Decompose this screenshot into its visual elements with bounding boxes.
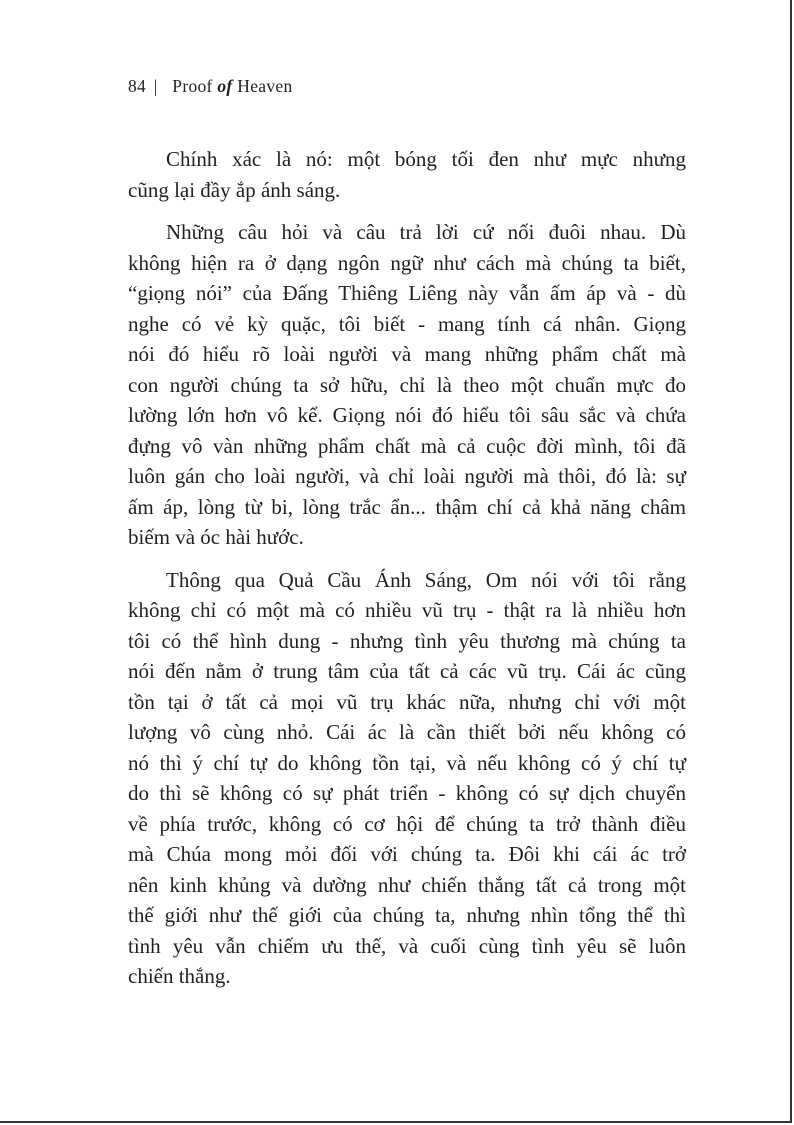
text-line: luôn gán cho loài người, và chỉ loài người mà thôi, đó là: sự bbox=[128, 464, 686, 488]
page-body bbox=[128, 144, 686, 1004]
book-title-part: Heaven bbox=[237, 76, 293, 96]
text-line: lường lớn hơn vô kể. Giọng nói đó hiểu tôi sâu sắc và chứa bbox=[128, 403, 686, 427]
text-line: Chính xác là nó: một bóng tối đen như mực nhưng bbox=[166, 147, 686, 171]
text-line: Thông qua Quả Cầu Ánh Sáng, Om nói với tôi rằng bbox=[166, 567, 686, 592]
text-line: không chỉ có một mà có nhiều vũ trụ - thật ra là nhiều hơn bbox=[128, 598, 686, 622]
text-line: chiến thắng. bbox=[128, 964, 231, 988]
text-line: do thì sẽ không có sự phát triển - không có sự dịch chuyển bbox=[128, 781, 686, 805]
text-line: Những câu hỏi và câu trả lời cứ nối đuôi nhau. Dù bbox=[166, 220, 686, 244]
text-line: nó thì ý chí tự do không tồn tại, và nếu không có ý chí tự bbox=[128, 750, 686, 775]
paragraph bbox=[128, 565, 686, 992]
text-line: mà Chúa mong mỏi đối với chúng ta. Đôi khi cái ác trở bbox=[128, 842, 686, 866]
page-number: 84 bbox=[128, 76, 147, 96]
book-title-part: of bbox=[217, 76, 233, 96]
text-line: nên kinh khủng và dường như chiến thắng tất cả trong một bbox=[128, 872, 686, 897]
text-line: không hiện ra ở dạng ngôn ngữ như cách mà chúng ta biết, bbox=[128, 250, 686, 275]
paragraph bbox=[128, 144, 686, 205]
text-line: ấm áp, lòng từ bi, lòng trắc ẩn... thậm chí cả khả năng châm bbox=[128, 494, 686, 519]
text-line: nói đến nằm ở trung tâm của tất cả các vũ trụ. Cái ác cũng bbox=[128, 659, 686, 683]
text-line: tình yêu vẫn chiếm ưu thế, và cuối cùng tình yêu sẽ luôn bbox=[128, 933, 686, 958]
text-line: lượng vô cùng nhỏ. Cái ác là cần thiết bởi nếu không có bbox=[128, 720, 686, 744]
text-line: con người chúng ta sở hữu, chỉ là theo một chuẩn mực đo bbox=[128, 372, 686, 397]
text-line: biếm và óc hài hước. bbox=[128, 525, 304, 549]
text-line: “giọng nói” của Đấng Thiêng Liêng này vẫn ấm áp và - dù bbox=[128, 281, 686, 305]
paragraph bbox=[128, 217, 686, 553]
text-line: thế giới như thế giới của chúng ta, nhưng nhìn tổng thể thì bbox=[128, 903, 686, 927]
book-title-part: Proof bbox=[172, 76, 213, 96]
text-line: cũng lại đầy ắp ánh sáng. bbox=[128, 177, 341, 202]
text-line: đựng vô vàn những phẩm chất mà cả cuộc đời mình, tôi đã bbox=[128, 433, 686, 458]
text-line: tồn tại ở tất cả mọi vũ trụ khác nữa, nhưng chỉ với một bbox=[128, 689, 686, 714]
text-line: nói đó hiểu rõ loài người và mang những phẩm chất mà bbox=[128, 342, 686, 366]
running-header bbox=[128, 76, 293, 97]
text-line: nghe có vẻ kỳ quặc, tôi biết - mang tính cá nhân. Giọng bbox=[128, 311, 686, 336]
text-line: về phía trước, không có cơ hội để chúng ta trở thành điều bbox=[128, 811, 686, 836]
header-separator: | bbox=[153, 76, 158, 96]
text-line: tôi có thể hình dung - nhưng tình yêu thương mà chúng ta bbox=[128, 628, 686, 653]
